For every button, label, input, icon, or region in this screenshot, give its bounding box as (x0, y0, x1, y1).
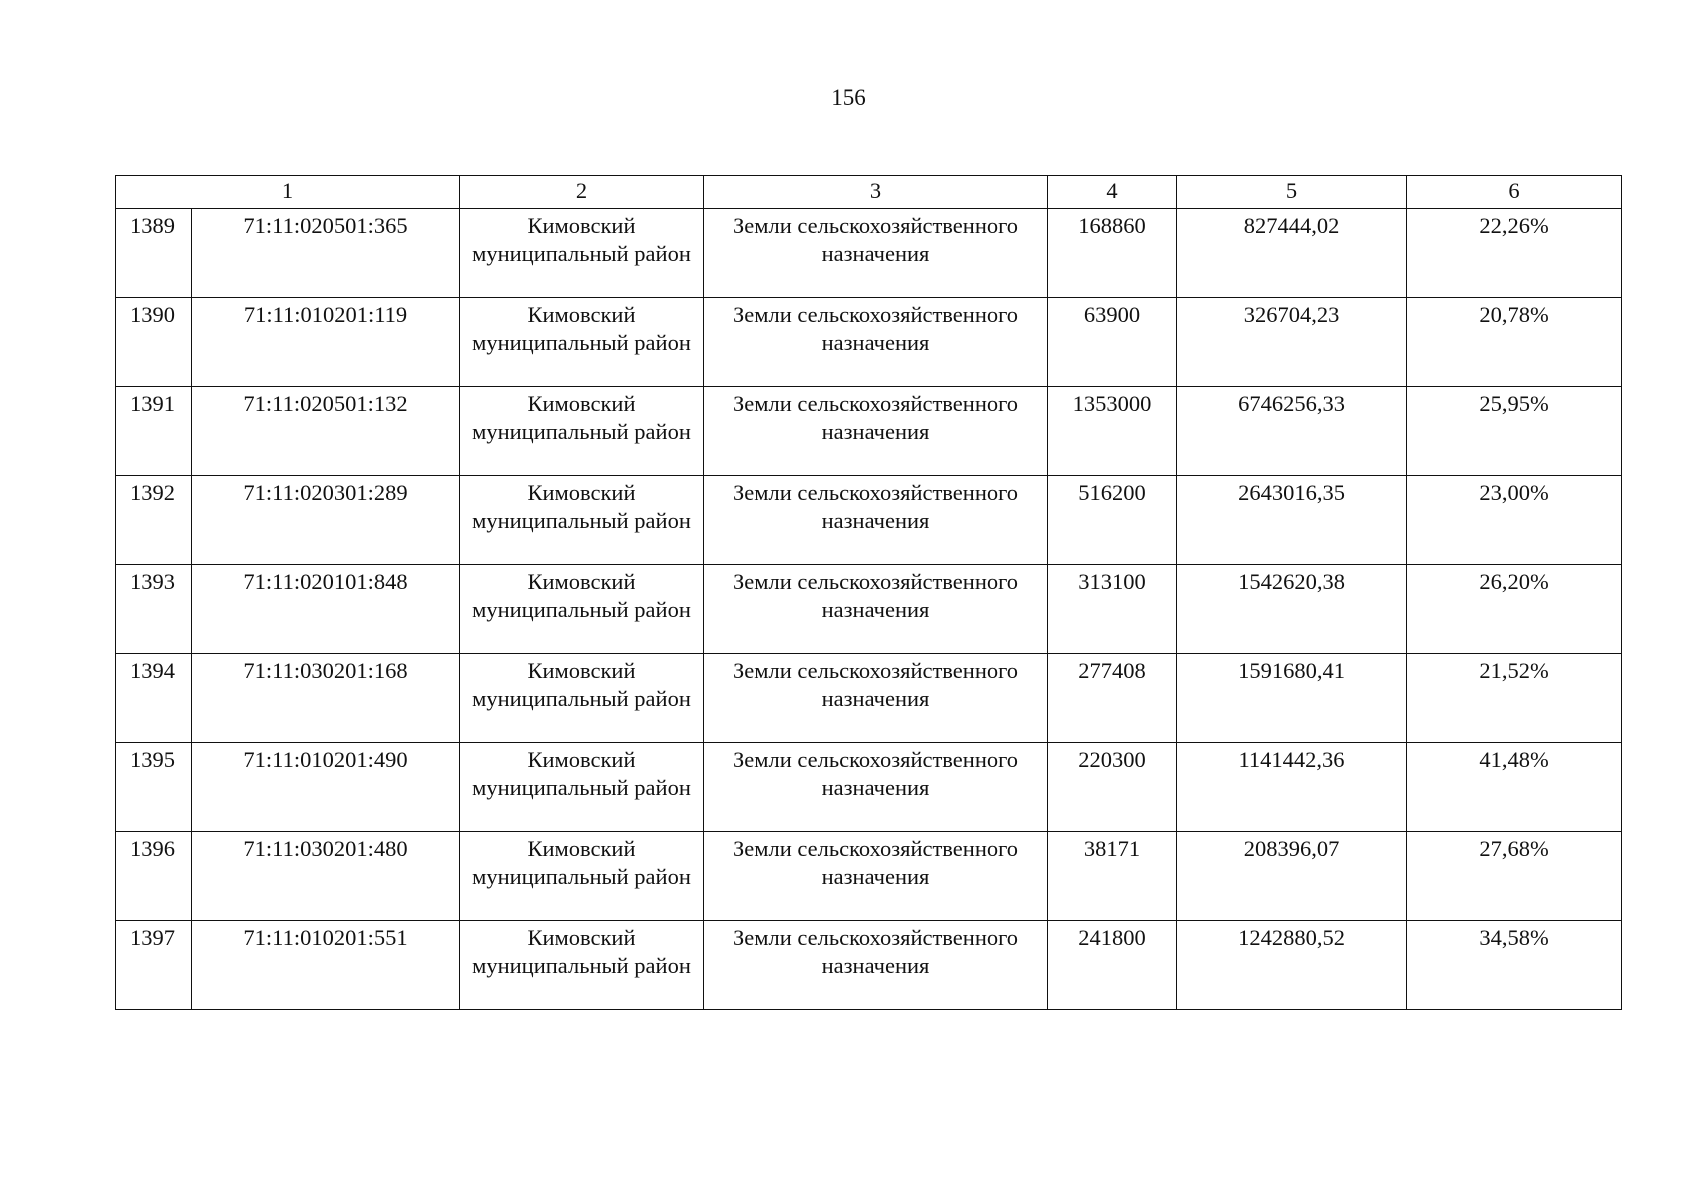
row-number: 1389 (116, 209, 192, 298)
percentage: 27,68% (1407, 832, 1622, 921)
area: 220300 (1048, 743, 1177, 832)
cadastral-value: 1591680,41 (1177, 654, 1407, 743)
area: 1353000 (1048, 387, 1177, 476)
cadastral-value: 1542620,38 (1177, 565, 1407, 654)
header-col-4: 4 (1048, 176, 1177, 209)
table-row (116, 654, 1622, 743)
cadastral-value: 326704,23 (1177, 298, 1407, 387)
table-body (116, 209, 1622, 1010)
row-number: 1394 (116, 654, 192, 743)
area: 63900 (1048, 298, 1177, 387)
municipality: Кимовский муниципальный район (460, 387, 704, 476)
header-col-3: 3 (704, 176, 1048, 209)
table-row (116, 832, 1622, 921)
row-number: 1391 (116, 387, 192, 476)
municipality: Кимовский муниципальный район (460, 654, 704, 743)
cadastral-number: 71:11:030201:168 (192, 654, 460, 743)
municipality: Кимовский муниципальный район (460, 565, 704, 654)
municipality: Кимовский муниципальный район (460, 832, 704, 921)
cadastral-number: 71:11:030201:480 (192, 832, 460, 921)
cadastral-number: 71:11:020501:365 (192, 209, 460, 298)
table-header (116, 176, 1622, 209)
cadastral-number: 71:11:010201:490 (192, 743, 460, 832)
table-row (116, 565, 1622, 654)
cadastral-number: 71:11:020301:289 (192, 476, 460, 565)
cadastral-value: 1141442,36 (1177, 743, 1407, 832)
header-col-2: 2 (460, 176, 704, 209)
table-row (116, 387, 1622, 476)
cadastral-value: 2643016,35 (1177, 476, 1407, 565)
header-col-1: 1 (116, 176, 460, 209)
table-row (116, 921, 1622, 1010)
header-col-6: 6 (1407, 176, 1622, 209)
table-row (116, 743, 1622, 832)
land-register-table (115, 175, 1622, 1010)
percentage: 21,52% (1407, 654, 1622, 743)
percentage: 41,48% (1407, 743, 1622, 832)
land-category: Земли сельскохозяйственного назначения (704, 476, 1048, 565)
percentage: 20,78% (1407, 298, 1622, 387)
land-category: Земли сельскохозяйственного назначения (704, 298, 1048, 387)
land-category: Земли сельскохозяйственного назначения (704, 832, 1048, 921)
land-category: Земли сельскохозяйственного назначения (704, 209, 1048, 298)
header-row (116, 176, 1622, 209)
land-category: Земли сельскохозяйственного назначения (704, 565, 1048, 654)
percentage: 25,95% (1407, 387, 1622, 476)
row-number: 1397 (116, 921, 192, 1010)
page-number: 156 (831, 85, 866, 110)
cadastral-value: 208396,07 (1177, 832, 1407, 921)
area: 241800 (1048, 921, 1177, 1010)
land-category: Земли сельскохозяйственного назначения (704, 743, 1048, 832)
municipality: Кимовский муниципальный район (460, 921, 704, 1010)
cadastral-number: 71:11:020501:132 (192, 387, 460, 476)
row-number: 1390 (116, 298, 192, 387)
percentage: 23,00% (1407, 476, 1622, 565)
table-row (116, 476, 1622, 565)
row-number: 1393 (116, 565, 192, 654)
municipality: Кимовский муниципальный район (460, 298, 704, 387)
table-row (116, 298, 1622, 387)
row-number: 1392 (116, 476, 192, 565)
land-category: Земли сельскохозяйственного назначения (704, 921, 1048, 1010)
cadastral-value: 1242880,52 (1177, 921, 1407, 1010)
area: 277408 (1048, 654, 1177, 743)
table-row (116, 209, 1622, 298)
row-number: 1395 (116, 743, 192, 832)
municipality: Кимовский муниципальный район (460, 476, 704, 565)
cadastral-value: 827444,02 (1177, 209, 1407, 298)
percentage: 22,26% (1407, 209, 1622, 298)
cadastral-number: 71:11:010201:119 (192, 298, 460, 387)
cadastral-number: 71:11:020101:848 (192, 565, 460, 654)
percentage: 26,20% (1407, 565, 1622, 654)
percentage: 34,58% (1407, 921, 1622, 1010)
municipality: Кимовский муниципальный район (460, 209, 704, 298)
municipality: Кимовский муниципальный район (460, 743, 704, 832)
land-category: Земли сельскохозяйственного назначения (704, 387, 1048, 476)
cadastral-number: 71:11:010201:551 (192, 921, 460, 1010)
area: 168860 (1048, 209, 1177, 298)
row-number: 1396 (116, 832, 192, 921)
area: 38171 (1048, 832, 1177, 921)
area: 516200 (1048, 476, 1177, 565)
header-col-5: 5 (1177, 176, 1407, 209)
area: 313100 (1048, 565, 1177, 654)
cadastral-value: 6746256,33 (1177, 387, 1407, 476)
land-category: Земли сельскохозяйственного назначения (704, 654, 1048, 743)
